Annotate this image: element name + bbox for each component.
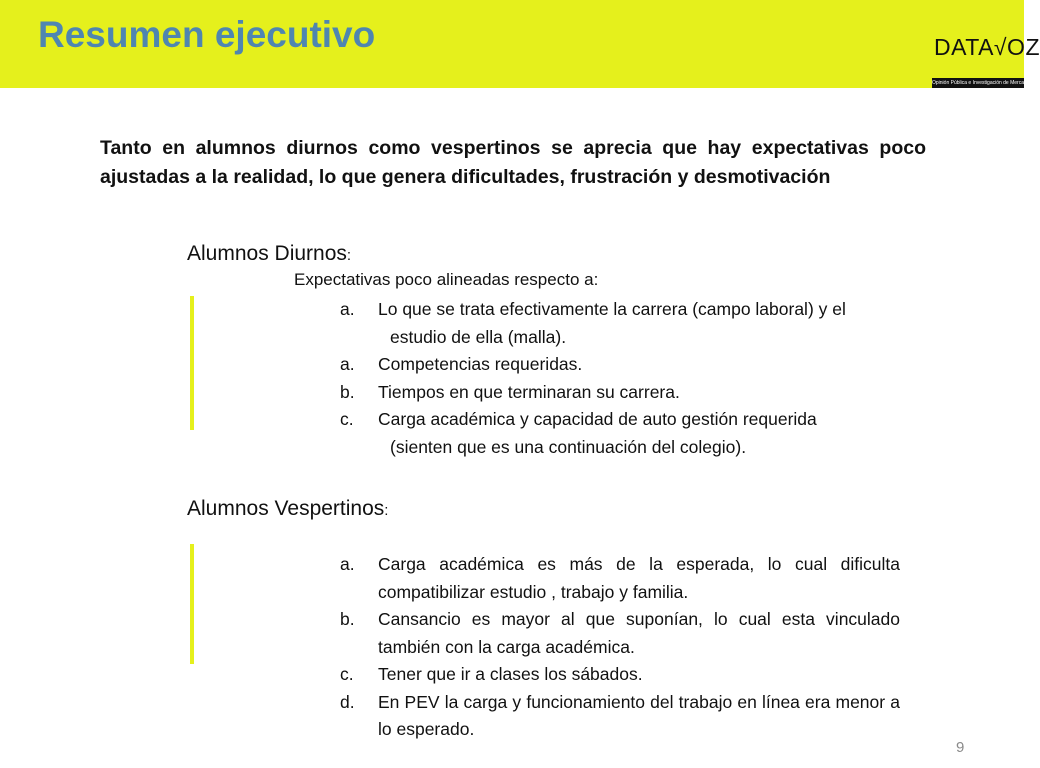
- list-item-line: Carga académica y capacidad de auto gestión requerida: [378, 409, 817, 429]
- list-item: [340, 606, 900, 661]
- page-number: 9: [956, 739, 965, 756]
- list-item-line: Tiempos en que terminaran su carrera.: [378, 381, 680, 402]
- diurnos-subheading: Expectativas poco alineadas respecto a:: [294, 270, 599, 289]
- list-item-line: (sienten que es una continuación del colegio).: [390, 436, 747, 457]
- list-item: [340, 551, 900, 606]
- list-item: [340, 379, 960, 407]
- vespertinos-heading: [187, 497, 388, 521]
- list-item-line: Competencias requeridas.: [378, 354, 583, 374]
- list-marker: c.: [340, 664, 354, 684]
- vespertinos-heading-colon: :: [384, 502, 389, 519]
- diurnos-accent-bar: [190, 296, 194, 430]
- list-item-line: estudio de ella (malla).: [390, 326, 567, 347]
- list-marker: a.: [340, 554, 355, 574]
- list-item-text: Cansancio es mayor al que suponían, lo cual esta vinculado también con la carga académica.: [378, 609, 900, 657]
- diurnos-heading-colon: :: [346, 247, 352, 264]
- datavoz-logo: [928, 34, 1040, 90]
- diurnos-heading: [187, 242, 351, 266]
- list-item-text: En PEV la carga y funcionamiento del trabajo en línea era menor a lo esperado.: [378, 691, 900, 739]
- list-marker: d.: [340, 691, 355, 712]
- list-marker: c.: [340, 409, 354, 429]
- list-marker: a.: [340, 299, 355, 319]
- vespertinos-heading-text: Alumnos Vespertinos: [187, 497, 385, 520]
- list-item: [340, 351, 960, 379]
- list-item: [340, 689, 900, 744]
- list-item: [340, 296, 960, 351]
- vespertinos-list: [340, 551, 900, 744]
- logo-tagline: Opinión Pública e Investigación de Mercado: [932, 80, 1030, 86]
- list-item: [340, 406, 960, 461]
- list-item-text: Tener que ir a clases los sábados.: [378, 664, 643, 684]
- vespertinos-accent-bar: [190, 544, 194, 664]
- list-item-line: Lo que se trata efectivamente la carrera (campo laboral) y el: [378, 299, 846, 319]
- logo-text: DATA√OZ: [934, 34, 1040, 60]
- list-item-text: Carga académica es más de la esperada, lo cual dificulta compatibilizar estudio , trabajo y familia.: [378, 554, 900, 602]
- slide-title: Resumen ejecutivo: [38, 14, 376, 55]
- intro-paragraph: Tanto en alumnos diurnos como vespertinos se aprecia que hay expectativas poco ajustadas a la realidad, lo que genera dificultades, frustración y desmotivación: [100, 137, 926, 188]
- diurnos-heading-text: Alumnos Diurnos: [187, 242, 347, 265]
- list-marker: b.: [340, 609, 355, 629]
- list-marker: a.: [340, 354, 355, 374]
- list-marker: b.: [340, 381, 355, 402]
- diurnos-list: [340, 296, 960, 461]
- list-item: [340, 661, 900, 689]
